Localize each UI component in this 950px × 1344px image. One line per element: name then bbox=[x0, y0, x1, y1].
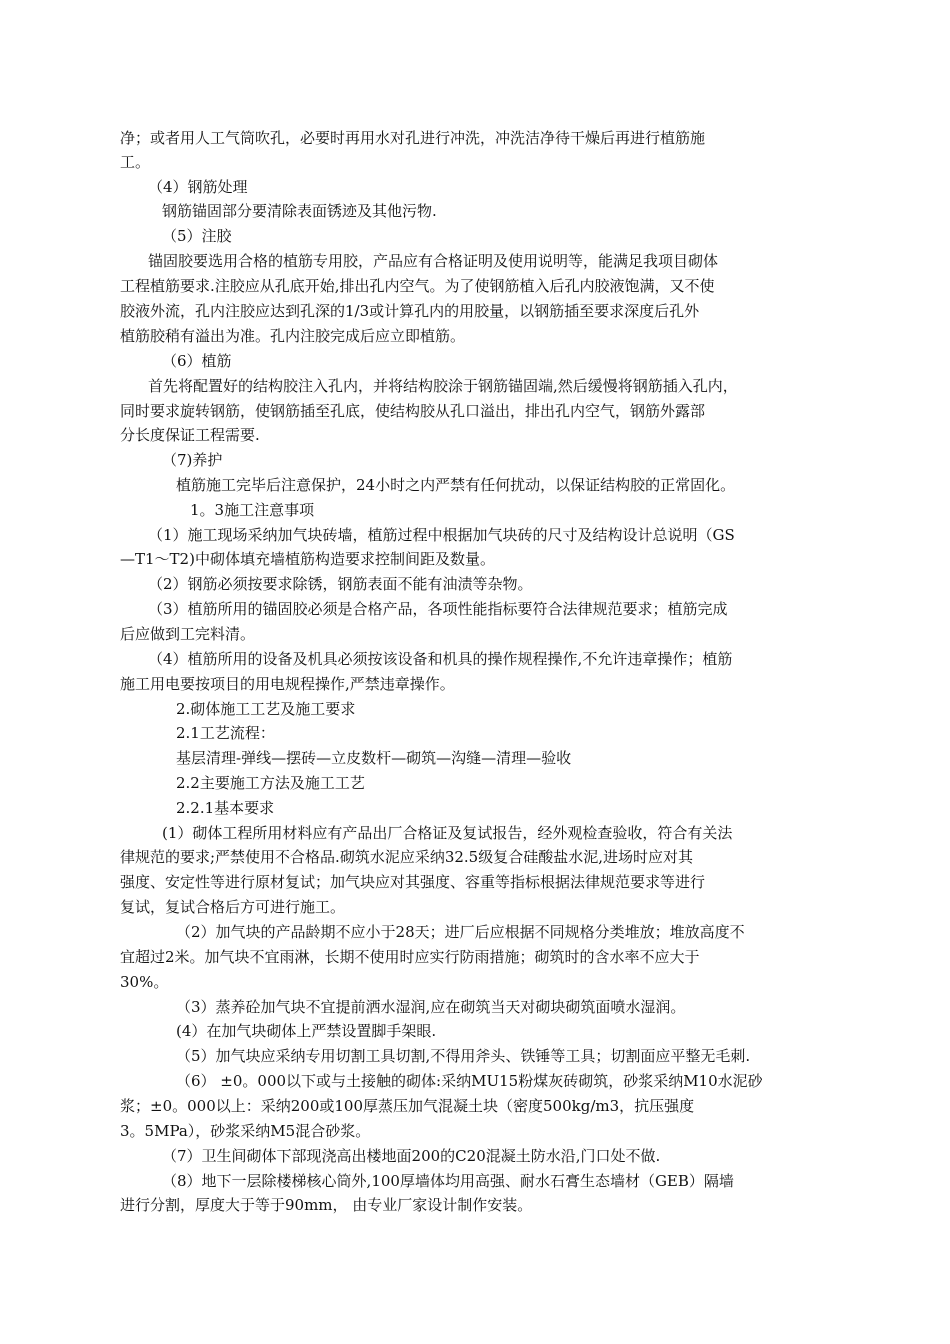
text-line: 复试，复试合格后方可进行施工。 bbox=[120, 898, 346, 916]
text-line: （2）钢筋必须按要求除锈，钢筋表面不能有油渍等杂物。 bbox=[148, 575, 533, 593]
section-heading: 2.2主要施工方法及施工工艺 bbox=[176, 774, 365, 792]
text-line: 同时要求旋转钢筋，使钢筋插至孔底，使结构胶从孔口溢出，排出孔内空气，钢筋外露部 bbox=[120, 402, 706, 420]
text-line: 首先将配置好的结构胶注入孔内，并将结构胶涂于钢筋锚固端,然后缓慢将钢筋插入孔内， bbox=[148, 377, 738, 395]
text-line: (4）在加气块砌体上严禁设置脚手架眼. bbox=[176, 1022, 437, 1040]
text-line: （1）施工现场采纳加气块砖墙，植筋过程中根据加气块砖的尺寸及结构设计总说明（GS bbox=[148, 526, 735, 544]
text-line: 进行分割，厚度大于等于90mm， 由专业厂家设计制作安装。 bbox=[120, 1196, 533, 1214]
text-line: （4）植筋所用的设备及机具必须按该设备和机具的操作规程操作,不允许违章操作；植筋 bbox=[148, 650, 733, 668]
section-heading: 1。3施工注意事项 bbox=[190, 501, 315, 519]
text-line: 施工用电要按项目的用电规程操作,严禁违章操作。 bbox=[120, 675, 455, 693]
text-line: —T1～T2)中砌体填充墙植筋构造要求控制间距及数量。 bbox=[120, 550, 495, 568]
text-line: 宜超过2米。加气块不宜雨淋，长期不使用时应实行防雨措施；砌筑时的含水率不应大于 bbox=[120, 948, 700, 966]
text-line: 植筋胶稍有溢出为准。孔内注胶完成后应立即植筋。 bbox=[120, 327, 466, 345]
text-line: 30%。 bbox=[120, 973, 169, 991]
text-line: 工。 bbox=[120, 153, 151, 171]
text-line: （6） ±0。000以下或与土接触的砌体:采纳MU15粉煤灰砖砌筑，砂浆采纳M10水泥砂 bbox=[176, 1072, 763, 1090]
text-line: （3）蒸养砼加气块不宜提前洒水湿润,应在砌筑当天对砌块砌筑面喷水湿润。 bbox=[176, 998, 686, 1016]
section-heading: （7)养护 bbox=[162, 451, 223, 469]
text-line: 浆；±0。000以上：采纳200或100厚蒸压加气混凝土块（密度500kg/m3，抗压强度 bbox=[120, 1097, 695, 1115]
text-line: 工程植筋要求.注胶应从孔底开始,排出孔内空气。为了使钢筋植入后孔内胶液饱满，又不使 bbox=[120, 277, 715, 295]
section-heading: 2.砌体施工工艺及施工要求 bbox=[176, 700, 356, 718]
section-heading: （4）钢筋处理 bbox=[148, 178, 248, 196]
text-line: （7）卫生间砌体下部现浇高出楼地面200的C20混凝土防水沿,门口处不做. bbox=[162, 1147, 661, 1165]
text-line: （2）加气块的产品龄期不应小于28天；进厂后应根据不同规格分类堆放；堆放高度不 bbox=[176, 923, 745, 941]
text-line: （3）植筋所用的锚固胶必须是合格产品，各项性能指标要符合法律规范要求；植筋完成 bbox=[148, 600, 728, 618]
text-line: 强度、安定性等进行原材复试；加气块应对其强度、容重等指标根据法律规范要求等进行 bbox=[120, 873, 706, 891]
text-line: 胶液外流，孔内注胶应达到孔深的1/3或计算孔内的用胶量，以钢筋插至要求深度后孔外 bbox=[120, 302, 700, 320]
section-heading: （5）注胶 bbox=[162, 227, 232, 245]
text-line: 锚固胶要选用合格的植筋专用胶，产品应有合格证明及使用说明等，能满足我项目砌体 bbox=[148, 252, 719, 270]
section-heading: 2.1工艺流程： bbox=[176, 724, 275, 742]
text-line: 基层清理-弹线—摆砖—立皮数杆—砌筑—沟缝—清理—验收 bbox=[176, 749, 572, 767]
text-line: 钢筋锚固部分要清除表面锈迹及其他污物. bbox=[162, 202, 437, 220]
text-line: 植筋施工完毕后注意保护，24小时之内严禁有任何扰动，以保证结构胶的正常固化。 bbox=[176, 476, 736, 494]
text-line: 后应做到工完料清。 bbox=[120, 625, 256, 643]
text-line: （8）地下一层除楼梯核心筒外,100厚墙体均用高强、耐水石膏生态墙材（GEB）隔墙 bbox=[162, 1172, 734, 1190]
text-line: 3。5MPa），砂浆采纳M5混合砂浆。 bbox=[120, 1122, 371, 1140]
text-line: 律规范的要求;严禁使用不合格品.砌筑水泥应采纳32.5级复合硅酸盐水泥,进场时应对其 bbox=[120, 848, 693, 866]
text-line: 净；或者用人工气筒吹孔，必要时再用水对孔进行冲洗，冲洗洁净待干燥后再进行植筋施 bbox=[120, 129, 706, 147]
text-line: (1）砌体工程所用材料应有产品出厂合格证及复试报告，经外观检查验收，符合有关法 bbox=[162, 824, 733, 842]
text-line: （5）加气块应采纳专用切割工具切割,不得用斧头、铁锤等工具；切割面应平整无毛刺. bbox=[176, 1047, 751, 1065]
section-heading: （6）植筋 bbox=[162, 352, 232, 370]
text-line: 分长度保证工程需要. bbox=[120, 426, 260, 444]
section-heading: 2.2.1基本要求 bbox=[176, 799, 275, 817]
